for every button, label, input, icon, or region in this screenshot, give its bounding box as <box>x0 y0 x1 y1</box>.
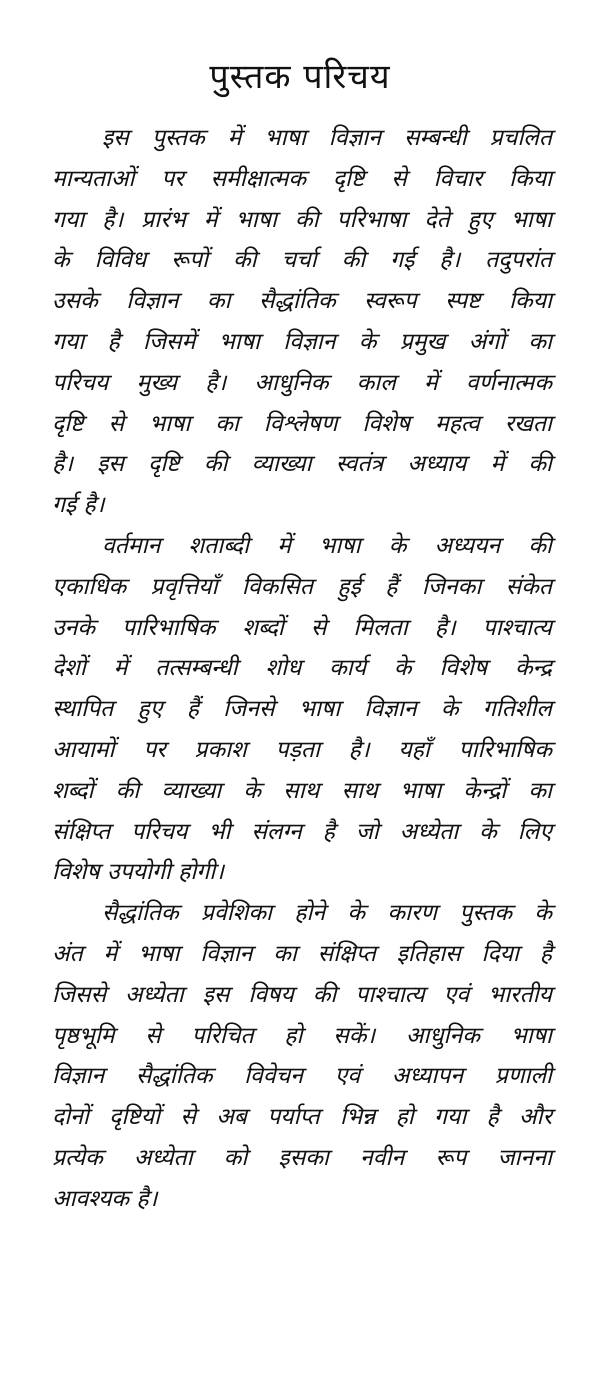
text-line: प्रत्येक अध्येता को इसका नवीन रूप जानना <box>52 1144 552 1171</box>
text-line: आवश्यक है। <box>52 1185 158 1212</box>
text-line: इस पुस्तक में भाषा विज्ञान सम्बन्धी प्रचलित <box>102 125 552 151</box>
text-line: शब्दों की व्याख्या के साथ साथ भाषा केन्द्रों का <box>52 777 552 804</box>
text-line: आयामों पर प्रकाश पड़ता है। यहाँ पारिभाषिक <box>52 736 552 763</box>
text-line: सैद्धांतिक प्रवेशिका होने के कारण पुस्तक के <box>102 900 552 927</box>
text-line: एकाधिक प्रवृत्तियाँ विकसित हुई हैं जिनका संकेत <box>52 573 552 600</box>
text-line: अंत में भाषा विज्ञान का संक्षिप्त इतिहास दिया है <box>52 940 552 967</box>
paragraph-3 <box>52 893 552 1219</box>
paragraph-2 <box>52 526 552 893</box>
text-line: उनके पारिभाषिक शब्दों से मिलता है। पाश्चात्य <box>52 614 552 641</box>
paragraph-1 <box>52 118 552 526</box>
text-line: उसके विज्ञान का सैद्धांतिक स्वरूप स्पष्ट किया <box>52 288 552 315</box>
text-body <box>52 118 552 1220</box>
text-line: पृष्ठभूमि से परिचित हो सकें। आधुनिक भाषा <box>52 1022 552 1049</box>
text-line: गई है। <box>52 492 105 519</box>
text-line: गया है। प्रारंभ में भाषा की परिभाषा देते हुए भाषा <box>52 206 552 233</box>
page-title: पुस्तक परिचय <box>209 56 391 97</box>
text-line: दृष्टि से भाषा का विश्लेषण विशेष महत्व रखता <box>52 410 552 437</box>
text-line: विज्ञान सैद्धांतिक विवेचन एवं अध्यापन प्रणाली <box>52 1063 552 1090</box>
text-line: वर्तमान शताब्दी में भाषा के अध्ययन की <box>102 532 552 559</box>
text-line: देशों में तत्सम्बन्धी शोध कार्य के विशेष केन्द्र <box>52 655 552 682</box>
text-line: दोनों दृष्टियों से अब पर्याप्त भिन्न हो गया है और <box>52 1104 552 1131</box>
text-line: स्थापित हुए हैं जिनसे भाषा विज्ञान के गतिशील <box>52 696 552 723</box>
text-line: संक्षिप्त परिचय भी संलग्न है जो अध्येता के लिए <box>52 818 552 845</box>
text-line: है। इस दृष्टि की व्याख्या स्वतंत्र अध्याय में की <box>52 451 552 478</box>
text-line: परिचय मुख्य है। आधुनिक काल में वर्णनात्मक <box>52 369 552 396</box>
text-line: मान्यताओं पर समीक्षात्मक दृष्टि से विचार किया <box>52 165 552 192</box>
text-line: गया है जिसमें भाषा विज्ञान के प्रमुख अंगों का <box>52 328 552 355</box>
text-line: के विविध रूपों की चर्चा की गई है। तदुपरांत <box>52 247 552 274</box>
text-line: विशेष उपयोगी होगी। <box>52 859 224 886</box>
text-line: जिससे अध्येता इस विषय की पाश्चात्य एवं भारतीय <box>52 981 552 1008</box>
